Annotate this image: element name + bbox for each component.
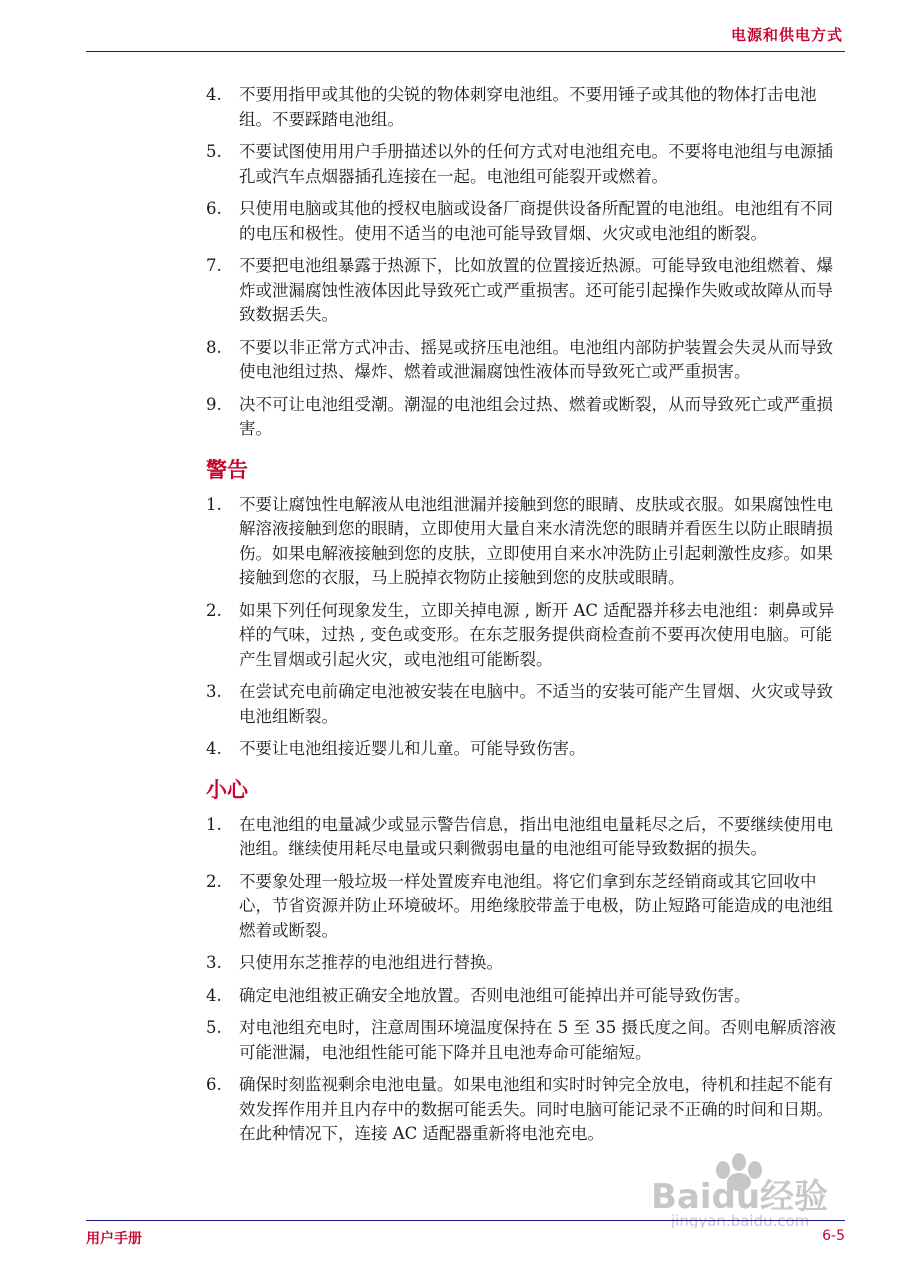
- list-item: [206, 984, 840, 1009]
- list-item: [206, 870, 840, 944]
- list-item: [206, 83, 840, 132]
- page-number: 6-5: [822, 1228, 845, 1244]
- item-text: 确保时刻监视剩余电池电量。如果电池组和实时时钟完全放电，待机和挂起不能有效发挥作用并且内存中的数据可能丢失。同时电脑可能记录不正确的时间和日期。在此种情况下，连接 AC 适配器重新将电池充电。: [239, 1075, 833, 1143]
- caution-heading: 小心: [206, 777, 248, 802]
- item-text: 只使用东芝推荐的电池组进行替换。: [239, 953, 503, 972]
- item-number: 5.: [206, 1018, 222, 1037]
- item-number: 7.: [206, 256, 222, 275]
- item-text: 对电池组充电时，注意周围环境温度保持在 5 至 35 摄氏度之间。否则电解质溶液可能泄漏，电池组性能可能下降并且电池寿命可能缩短。: [239, 1018, 836, 1062]
- item-text: 在尝试充电前确定电池被安装在电脑中。不适当的安装可能产生冒烟、火灾或导致电池组断裂。: [239, 682, 833, 726]
- item-number: 9.: [206, 394, 222, 414]
- item-text: 不要让腐蚀性电解液从电池组泄漏并接触到您的眼睛、皮肤或衣服。如果腐蚀性电解溶液接触到您的眼睛，立即使用大量自来水清洗您的眼睛并看医生以防止眼睛损伤。如果电解液接触到您的皮肤，立即使用自来水冲洗防止引起刺激性皮疹。如果接触到您的衣服，马上脱掉衣物防止接触到您的皮肤或眼睛。: [239, 494, 833, 587]
- item-text: 不要试图使用用户手册描述以外的任何方式对电池组充电。不要将电池组与电源插孔或汽车点烟器插孔连接在一起。电池组可能裂开或燃着。: [239, 142, 833, 186]
- list-item: [206, 140, 840, 189]
- list-item: [206, 737, 840, 762]
- page-header: [86, 0, 845, 52]
- item-number: 6.: [206, 199, 222, 218]
- warning-heading: 警告: [206, 457, 248, 482]
- list-item: [206, 951, 840, 976]
- item-number: 3.: [206, 953, 222, 972]
- list-item: [206, 813, 840, 862]
- footer-manual-title: 用户手册: [86, 1231, 142, 1247]
- watermark-url: jingyan.baidu.com: [671, 1212, 810, 1228]
- page-footer: [86, 1220, 845, 1261]
- list-item: [206, 1073, 840, 1147]
- item-number: 1.: [206, 494, 222, 514]
- list-item: [206, 254, 840, 328]
- item-number: 1.: [206, 814, 222, 834]
- item-number: 4.: [206, 985, 222, 1005]
- item-number: 6.: [206, 1075, 222, 1094]
- list-item: [206, 493, 840, 591]
- item-text: 不要象处理一般垃圾一样处置废弃电池组。将它们拿到东芝经销商或其它回收中心，节省资源并防止环境破坏。用绝缘胶带盖于电极，防止短路可能造成的电池组燃着或断裂。: [239, 871, 833, 940]
- item-number: 5.: [206, 142, 222, 161]
- list-item: [206, 393, 840, 442]
- item-text: 不要让电池组接近婴儿和儿童。可能导致伤害。: [239, 739, 586, 758]
- item-text: 不要用指甲或其他的尖锐的物体刺穿电池组。不要用锤子或其他的物体打击电池组。不要踩踏电池组。: [239, 85, 817, 129]
- item-text: 决不可让电池组受潮。潮湿的电池组会过热、燃着或断裂，从而导致死亡或严重损害。: [239, 394, 833, 438]
- item-text: 不要把电池组暴露于热源下，比如放置的位置接近热源。可能导致电池组燃着、爆炸或泄漏腐蚀性液体因此导致死亡或严重损害。还可能引起操作失败或故障从而导致数据丢失。: [239, 256, 833, 324]
- item-number: 2.: [206, 600, 222, 620]
- list-item: [206, 1016, 840, 1065]
- list-item: [206, 336, 840, 385]
- item-number: 8.: [206, 337, 222, 357]
- item-number: 4.: [206, 739, 222, 758]
- list-item: [206, 680, 840, 729]
- list-item: [206, 599, 840, 673]
- item-text: 确定电池组被正确安全地放置。否则电池组可能掉出并可能导致伤害。: [239, 985, 751, 1005]
- item-text: 不要以非正常方式冲击、摇晃或挤压电池组。电池组内部防护装置会失灵从而导致使电池组过热、爆炸、燃着或泄漏腐蚀性液体而导致死亡或严重损害。: [239, 337, 833, 381]
- item-number: 3.: [206, 682, 222, 701]
- item-number: 2.: [206, 871, 222, 891]
- item-number: 4.: [206, 85, 222, 104]
- watermark-brand: Baidu经验: [651, 1177, 829, 1217]
- main-content: [206, 83, 840, 1155]
- header-title: 电源和供电方式: [730, 26, 843, 44]
- item-text: 在电池组的电量减少或显示警告信息，指出电池组电量耗尽之后，不要继续使用电池组。继续使用耗尽电量或只剩微弱电量的电池组可能导致数据的损失。: [239, 814, 833, 858]
- baidu-watermark: [631, 1148, 851, 1228]
- item-text: 只使用电脑或其他的授权电脑或设备厂商提供设备所配置的电池组。电池组有不同的电压和极性。使用不适当的电池可能导致冒烟、火灾或电池组的断裂。: [239, 199, 833, 243]
- list-item: [206, 197, 840, 246]
- item-text: 如果下列任何现象发生，立即关掉电源 , 断开 AC 适配器并移去电池组：刺鼻或异样的气味，过热 , 变色或变形。在东芝服务提供商检查前不要再次使用电脑。可能产生冒烟或引起火灾，或电池组可能断裂。: [239, 600, 835, 669]
